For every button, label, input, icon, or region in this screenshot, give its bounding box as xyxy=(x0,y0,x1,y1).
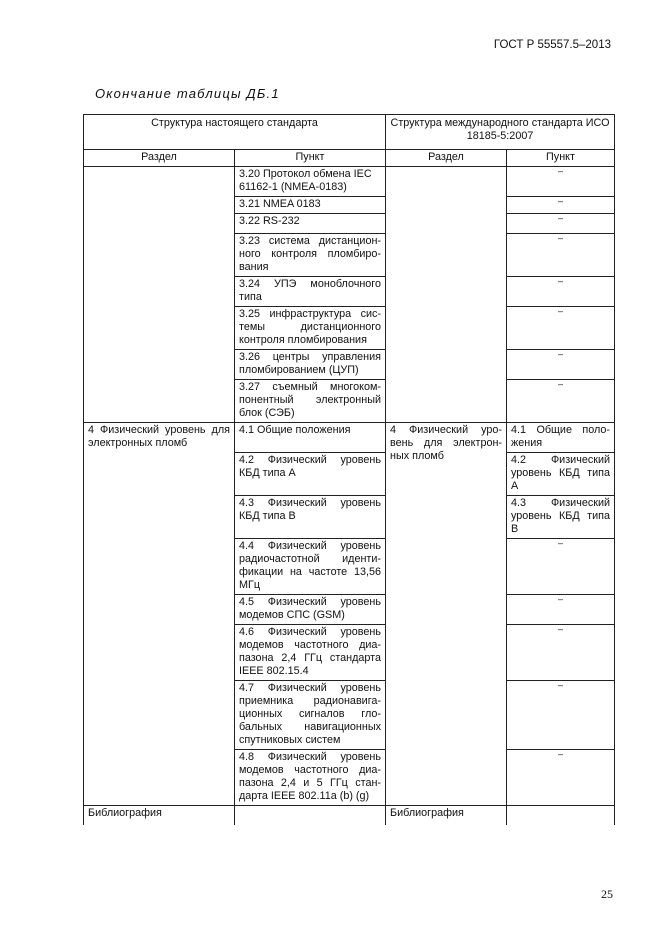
punkt-4-8: 4.8 Физический уровень модемов частотного диа-пазона 2,4 и 5 ГГц стан-дарта IEEE 802.11a (b) (g) xyxy=(235,750,386,806)
punkt-intl-dash: – xyxy=(507,625,615,681)
bibliography-left-text: Библиография xyxy=(88,807,162,819)
punkt-intl-dash: – xyxy=(507,167,615,197)
punkt-intl-dash: – xyxy=(507,595,615,625)
column-header-punkt-intl: Пункт xyxy=(507,150,615,167)
group-header-national: Структура настоящего стандарта xyxy=(84,115,386,150)
bibliography-right xyxy=(386,806,507,826)
bibliography-left xyxy=(84,806,235,826)
column-header-punkt: Пункт xyxy=(235,150,386,167)
table-caption: Окончание таблицы ДБ.1 xyxy=(95,86,280,101)
razdel-intl-4: 4 Физический уро-вень для электрон-ных пломб xyxy=(386,423,507,806)
punkt-3-21: 3.21 NMEA 0183 xyxy=(235,197,386,214)
punkt-intl-4-2: 4.2 Физический уровень КБД типа А xyxy=(507,453,615,496)
punkt-intl-dash: – xyxy=(507,380,615,423)
document-header: ГОСТ Р 55557.5–2013 xyxy=(493,39,611,51)
punkt-intl-dash: – xyxy=(507,539,615,595)
punkt-3-23: 3.23 система дистанцион-ного контроля пломбиро-вания xyxy=(235,234,386,277)
punkt-3-25: 3.25 инфраструктура сис-темы дистанционного контроля пломбирования xyxy=(235,307,386,350)
punkt-intl-dash: – xyxy=(507,350,615,380)
punkt-intl-dash: – xyxy=(507,197,615,214)
razdel-4: 4 Физический уровень для электронных пломб xyxy=(84,423,235,806)
punkt-4-2: 4.2 Физический уровень КБД типа А xyxy=(235,453,386,496)
bibliography-punkt-intl-empty xyxy=(507,806,615,826)
punkt-3-27: 3.27 съемный многоком-понентный электронный блок (СЭБ) xyxy=(235,380,386,423)
punkt-4-3: 4.3 Физический уровень КБД типа В xyxy=(235,496,386,539)
column-header-razdel-intl: Раздел xyxy=(386,150,507,167)
punkt-intl-4-3: 4.3 Физический уровень КБД типа В xyxy=(507,496,615,539)
punkt-intl-dash: – xyxy=(507,750,615,806)
punkt-3-26: 3.26 центры управления пломбированием (ЦУП) xyxy=(235,350,386,380)
page-number: 25 xyxy=(601,887,613,901)
razdel-intl-cell-empty xyxy=(386,167,507,423)
group-header-international: Структура международного стандарта ИСО 18185-5:2007 xyxy=(386,115,615,150)
column-header-razdel: Раздел xyxy=(84,150,235,167)
punkt-3-24: 3.24 УПЭ моноблочного типа xyxy=(235,277,386,307)
punkt-intl-dash: – xyxy=(507,681,615,750)
punkt-4-6: 4.6 Физический уровень модемов частотного диа-пазона 2,4 ГГц стандарта IEEE 802.15.4 xyxy=(235,625,386,681)
punkt-3-22: 3.22 RS-232 xyxy=(235,214,386,234)
punkt-intl-dash: – xyxy=(507,214,615,234)
bibliography-punkt-empty xyxy=(235,806,386,826)
bibliography-right-text: Библиография xyxy=(390,807,464,819)
punkt-3-20: 3.20 Протокол обмена IEC 61162-1 (NMEA-0183) xyxy=(235,167,386,197)
razdel-cell-empty xyxy=(84,167,235,423)
punkt-4-5: 4.5 Физический уровень модемов СПС (GSM) xyxy=(235,595,386,625)
punkt-4-4: 4.4 Физический уровень радиочастотной иденти-фикации на частоте 13,56 МГц xyxy=(235,539,386,595)
punkt-intl-dash: – xyxy=(507,234,615,277)
punkt-intl-4-1: 4.1 Общие поло-жения xyxy=(507,423,615,453)
punkt-intl-dash: – xyxy=(507,277,615,307)
punkt-4-7: 4.7 Физический уровень приемника радионавига-ционных сигналов гло-бальных навигационных спутниковых систем xyxy=(235,681,386,750)
correspondence-table xyxy=(83,114,615,825)
punkt-4-1: 4.1 Общие положения xyxy=(235,423,386,453)
punkt-intl-dash: – xyxy=(507,307,615,350)
